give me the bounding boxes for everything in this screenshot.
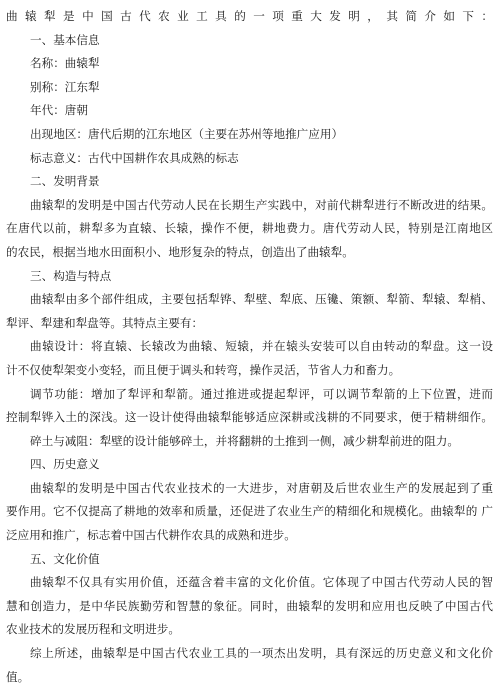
paragraph-line: 调节功能：增加了犁评和犁箭。通过推进或提起犁评，可以调节犁箭的上下位置，进而	[30, 386, 493, 401]
info-name: 名称：曲辕犁	[30, 56, 100, 71]
info-era: 年代：唐朝	[30, 103, 88, 118]
section-heading-structure: 三、构造与特点	[30, 268, 112, 283]
section-heading-culture: 五、文化价值	[30, 551, 100, 566]
paragraph-line: 碎土与减阻：犁壁的设计能够碎土，并将翻耕的土推到一侧，减少耕犁前进的阻力。	[30, 433, 459, 448]
conclusion-line: 值。	[6, 669, 30, 684]
paragraph-line: 计不仅使犁架变小变轻，而且便于调头和转弯，操作灵活，节省人力和畜力。	[6, 362, 401, 377]
paragraph-line: 的农民，根据当地水田面积小、地形复杂的特点，创造出了曲辕犁。	[6, 244, 354, 259]
paragraph-line: 曲辕犁的发明是中国古代劳动人民在长期生产实践中，对前代耕犁进行不断改进的结果。	[30, 197, 493, 212]
paragraph-line: 在唐代以前，耕犁多为直辕、长辕，操作不便，耕地费力。唐代劳动人民，特别是江南地区	[6, 221, 493, 236]
paragraph-line: 要作用。它不仅提高了耕地的效率和质量，还促进了农业生产的精细化和规模化。曲辕犁的 广	[6, 504, 493, 519]
section-heading-background: 二、发明背景	[30, 174, 100, 189]
paragraph-line: 曲辕设计：将直辕、长辕改为曲辕、短辕，并在辕头安装可以自由转动的犁盘。这一设	[30, 339, 493, 354]
conclusion-line: 综上所述，曲辕犁是中国古代农业工具的一项杰出发明，具有深远的历史意义和文化价	[30, 646, 493, 661]
section-heading-basic-info: 一、基本信息	[30, 32, 100, 47]
paragraph-line: 犁评、犁建和犁盘等。其特点主要有：	[6, 315, 204, 330]
paragraph-line: 农业技术的发展历程和文明进步。	[6, 622, 180, 637]
paragraph-line: 慧和创造力，是中华民族勤劳和智慧的象征。同时，曲辕犁的发明和应用也反映了中国古代	[6, 598, 493, 613]
intro-line: 曲辕犁是中国古代农业工具的一项重大发明，其简介如下：	[6, 9, 493, 23]
paragraph-line: 泛应用和推广，标志着中国古代耕作农具的成熟和进步。	[6, 528, 296, 543]
paragraph-line: 控制犁铧入土的深浅。这一设计使得曲辕犁能够适应深耕或浅耕的不同要求，便于精耕细作。	[6, 410, 493, 425]
info-alias: 别称：江东犁	[30, 79, 100, 94]
paragraph-line: 曲辕犁的发明是中国古代农业技术的一大进步，对唐朝及后世农业生产的发展起到了重	[30, 480, 493, 495]
section-heading-history: 四、历史意义	[30, 457, 100, 472]
info-significance: 标志意义：古代中国耕作农具成熟的标志	[30, 150, 239, 165]
paragraph-line: 曲辕犁不仅具有实用价值，还蕴含着丰富的文化价值。它体现了中国古代劳动人民的智	[30, 575, 493, 590]
info-region: 出现地区：唐代后期的江东地区（主要在苏州等地推广应用）	[30, 126, 344, 141]
paragraph-line: 曲辕犁由多个部件组成，主要包括犁铧、犁壁、犁底、压镵、策额、犁箭、犁辕、犁梢、	[30, 292, 493, 307]
